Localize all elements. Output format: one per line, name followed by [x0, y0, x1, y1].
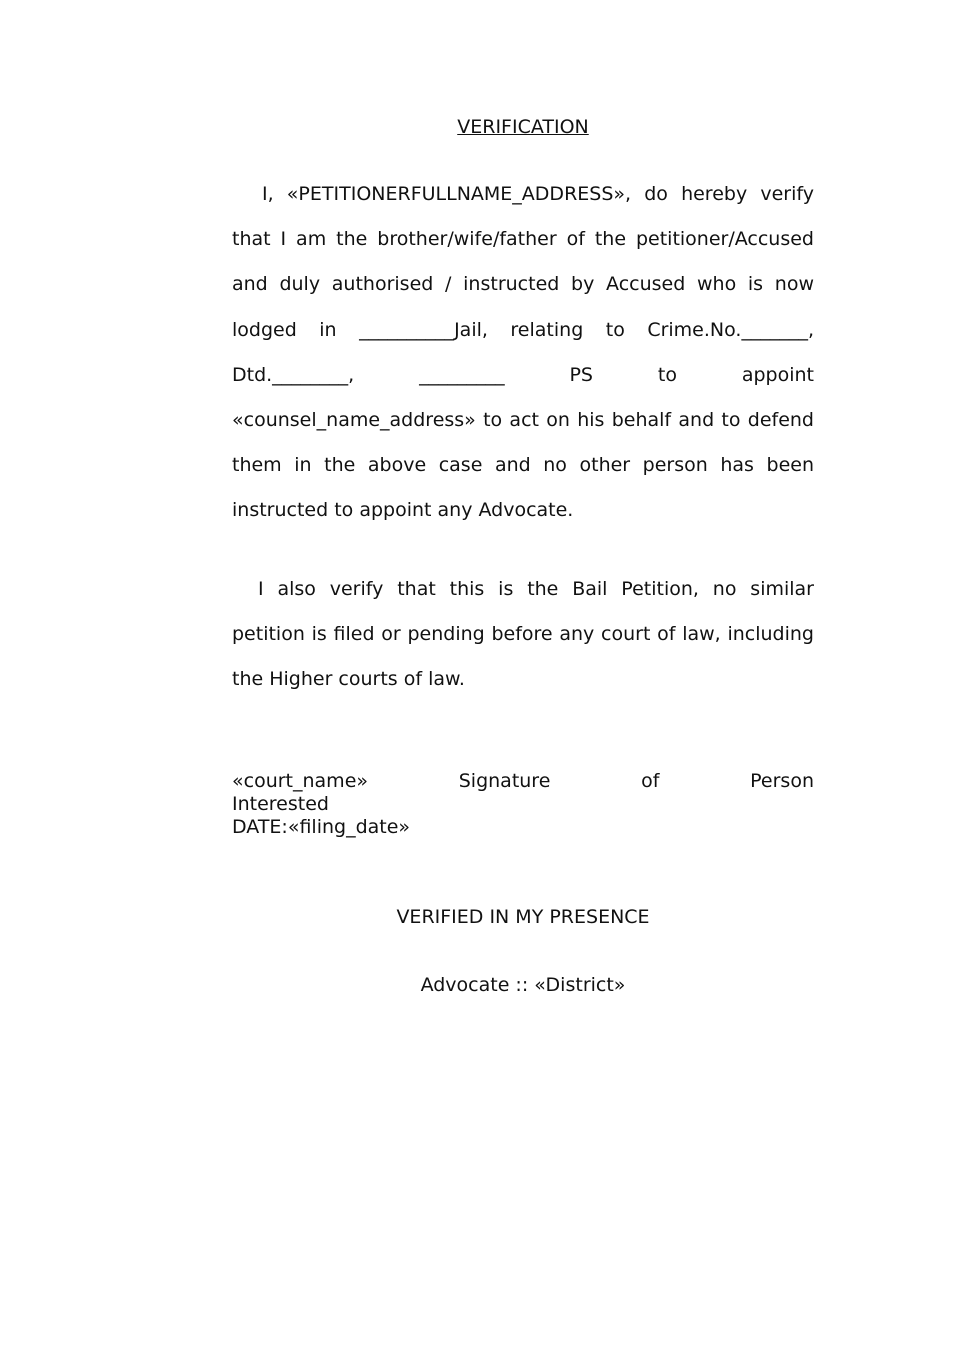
- advocate-line: Advocate :: «District»: [420, 974, 626, 996]
- document-title: VERIFICATION: [457, 116, 589, 138]
- bail-petition-paragraph: I also verify that this is the Bail Petition, no similar petition is filed or pending before any court of law, including the Higher courts of law.: [232, 578, 814, 691]
- filing-date: DATE:«filing_date»: [232, 816, 411, 838]
- court-name: «court_name»: [232, 770, 369, 792]
- verification-paragraph: I, «PETITIONERFULLNAME_ADDRESS», do hereby verify that I am the brother/wife/father of the petitioner/Accused and duly authorised / instructed by Accused who is now lodged in __________Jail, relating to Crime.No._______, Dtd.________, _________ PS to appoint «counsel_name_address» to act on his behalf and to defend them in the above case and no other person has been instructed to appoint any Advocate.: [232, 183, 814, 522]
- court-signature-line: [232, 770, 814, 793]
- signature-label-continued: Interested: [232, 793, 329, 815]
- signature-block: [232, 770, 814, 839]
- verified-statement: VERIFIED IN MY PRESENCE: [396, 906, 650, 928]
- signature-label: Signature of Person: [458, 770, 814, 792]
